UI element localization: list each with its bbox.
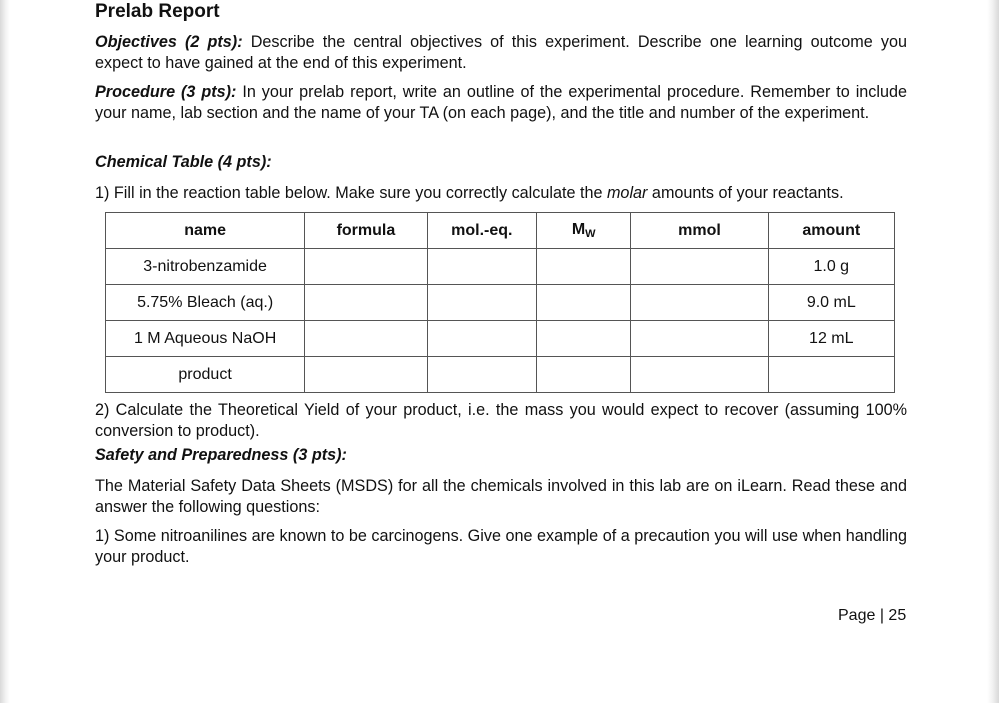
cell-formula[interactable] <box>305 249 427 285</box>
safety-question-1: 1) Some nitroanilines are known to be carcinogens. Give one example of a precaution you will use when handling your product. <box>95 527 907 566</box>
cell-mw[interactable] <box>537 285 631 321</box>
chemical-table-question-2: 2) Calculate the Theoretical Yield of your product, i.e. the mass you would expect to recover (assuming 100% conversion to product). <box>95 401 907 440</box>
procedure-paragraph <box>95 82 907 123</box>
cell-amount: 9.0 mL <box>768 285 894 321</box>
cell-mw[interactable] <box>537 321 631 357</box>
chemical-table-question-1 <box>95 183 907 204</box>
table-row <box>106 285 895 321</box>
cell-name: product <box>106 357 305 393</box>
cell-amount: 12 mL <box>768 321 894 357</box>
report-title: Prelab Report <box>95 1 220 22</box>
reaction-table-header-row <box>106 213 895 249</box>
column-header-amount: amount <box>768 213 894 249</box>
cell-mmol[interactable] <box>631 249 768 285</box>
mw-subscript: W <box>585 228 596 240</box>
page-right-edge-shadow <box>987 0 999 703</box>
procedure-text: In your prelab report, write an outline of the experimental procedure. Remember to include your name, lab section and the name of your TA (on each page), and the title and number of the experiment. <box>95 83 907 122</box>
table-row <box>106 357 895 393</box>
table-row <box>106 249 895 285</box>
objectives-heading: Objectives (2 pts): <box>95 33 243 51</box>
cell-amount[interactable] <box>768 357 894 393</box>
column-header-mol-eq: mol.-eq. <box>427 213 536 249</box>
q1-text-italic: molar <box>606 184 648 202</box>
column-header-formula: formula <box>305 213 427 249</box>
cell-mol-eq[interactable] <box>427 321 536 357</box>
table-row <box>106 321 895 357</box>
safety-intro: The Material Safety Data Sheets (MSDS) for all the chemicals involved in this lab are on iLearn. Read these and answer the following questions: <box>95 477 907 516</box>
cell-mmol[interactable] <box>631 321 768 357</box>
column-header-name: name <box>106 213 305 249</box>
q1-text-start: 1) Fill in the reaction table below. Make sure you correctly calculate the <box>95 184 607 202</box>
cell-amount: 1.0 g <box>768 249 894 285</box>
objectives-paragraph <box>95 32 907 73</box>
cell-name: 5.75% Bleach (aq.) <box>106 285 305 321</box>
cell-mmol[interactable] <box>631 357 768 393</box>
cell-mw[interactable] <box>537 357 631 393</box>
cell-mol-eq[interactable] <box>427 357 536 393</box>
cell-formula[interactable] <box>305 285 427 321</box>
cell-mw[interactable] <box>537 249 631 285</box>
column-header-mw <box>537 213 631 249</box>
cell-mmol[interactable] <box>631 285 768 321</box>
cell-formula[interactable] <box>305 321 427 357</box>
page-number: Page | 25 <box>838 607 907 624</box>
reaction-table <box>105 212 895 393</box>
procedure-heading: Procedure (3 pts): <box>95 83 237 101</box>
cell-mol-eq[interactable] <box>427 285 536 321</box>
chemical-table-heading: Chemical Table (4 pts): <box>95 153 272 171</box>
cell-formula[interactable] <box>305 357 427 393</box>
cell-mol-eq[interactable] <box>427 249 536 285</box>
safety-heading: Safety and Preparedness (3 pts): <box>95 446 347 464</box>
column-header-mmol: mmol <box>631 213 768 249</box>
page-left-edge-shadow <box>0 0 10 703</box>
mw-main: M <box>571 221 586 238</box>
cell-name: 3-nitrobenzamide <box>106 249 305 285</box>
cell-name: 1 M Aqueous NaOH <box>106 321 305 357</box>
objectives-text: Describe the central objectives of this experiment. Describe one learning outcome you expect to have gained at the end of this experiment. <box>95 33 907 72</box>
q1-text-end: amounts of your reactants. <box>647 184 844 202</box>
